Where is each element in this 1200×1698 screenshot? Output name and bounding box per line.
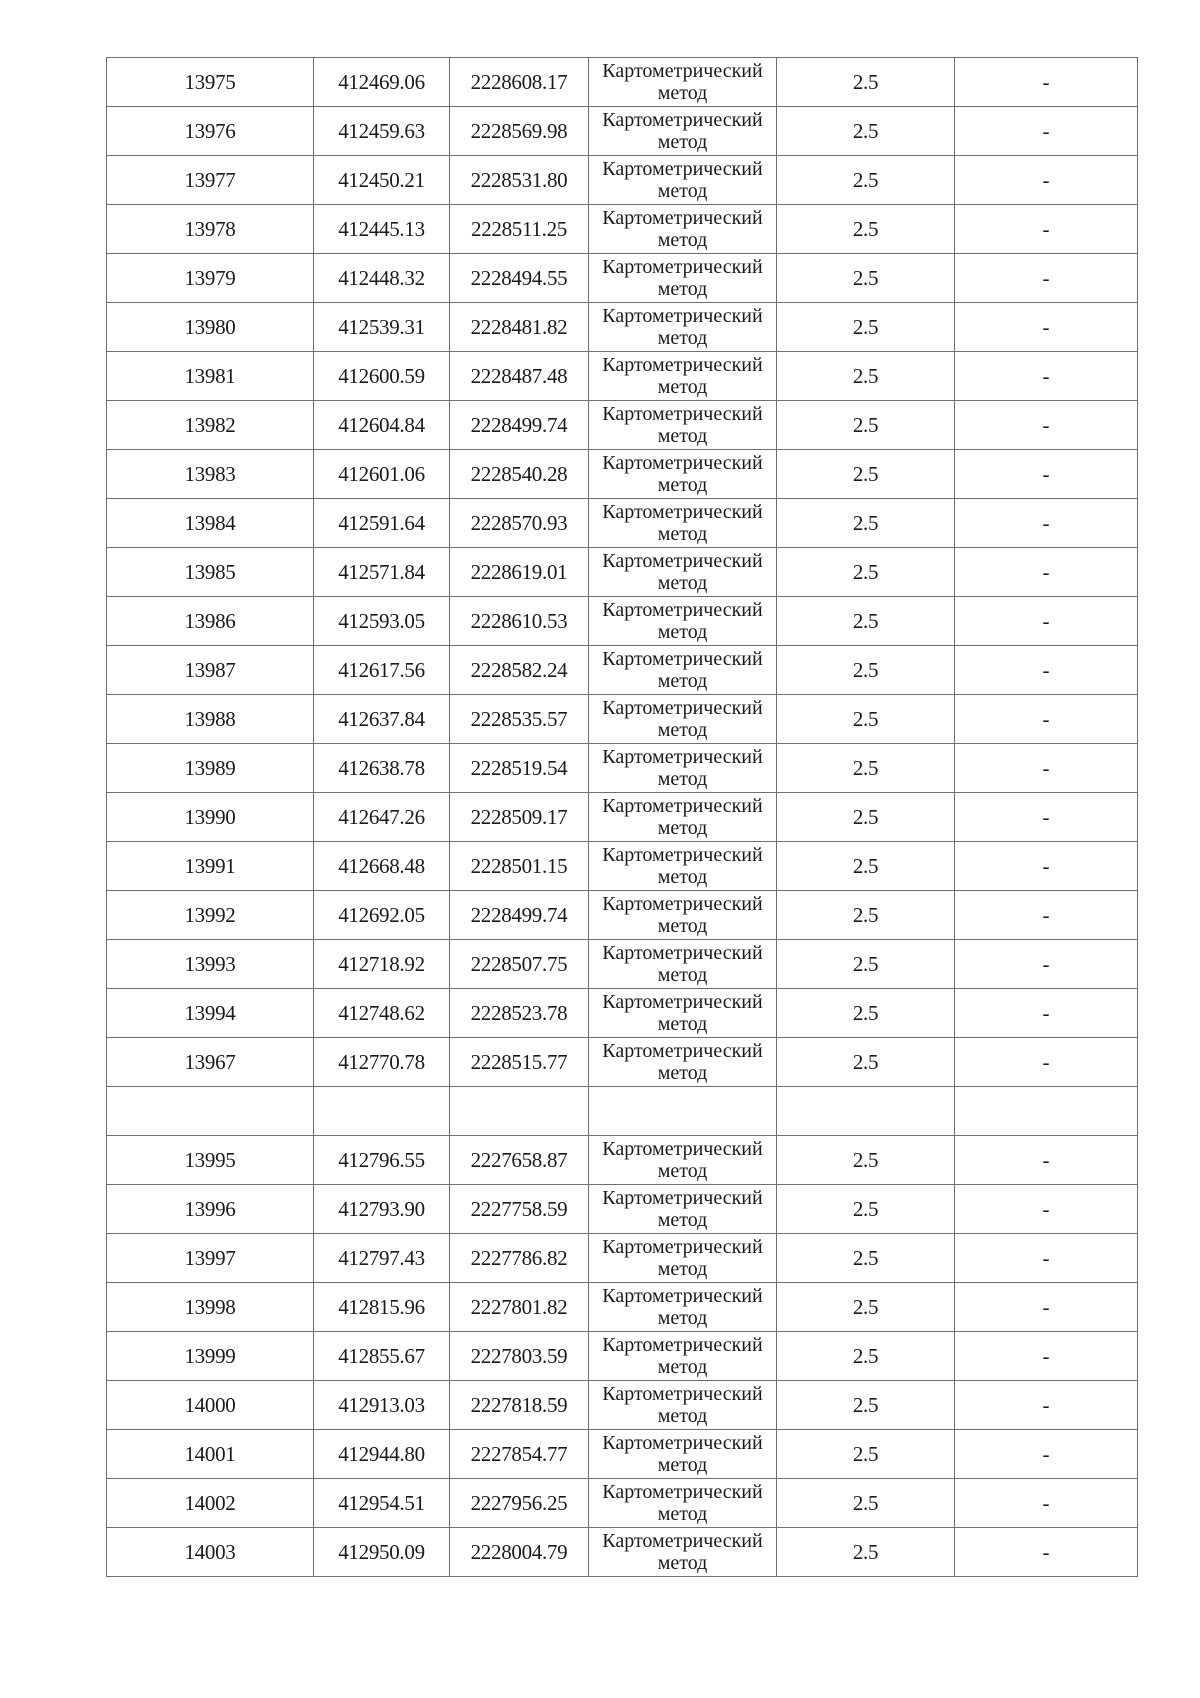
method-cell: Картометрический метод [589,205,777,254]
note-cell: - [955,1234,1138,1283]
x-coordinate-cell: 412718.92 [314,940,450,989]
method-cell: Картометрический метод [589,58,777,107]
note-cell: - [955,499,1138,548]
table-row [107,744,1138,793]
table-row [107,940,1138,989]
accuracy-cell: 2.5 [777,793,955,842]
method-cell: Картометрический метод [589,695,777,744]
method-cell: Картометрический метод [589,401,777,450]
note-cell: - [955,842,1138,891]
note-cell: - [955,352,1138,401]
accuracy-cell: 2.5 [777,1283,955,1332]
note-cell: - [955,891,1138,940]
note-cell: - [955,1185,1138,1234]
point-number-cell: 13987 [107,646,314,695]
accuracy-cell: 2.5 [777,58,955,107]
accuracy-cell: 2.5 [777,548,955,597]
x-coordinate-cell: 412571.84 [314,548,450,597]
point-number-cell: 13977 [107,156,314,205]
table-row [107,646,1138,695]
x-coordinate-cell: 412601.06 [314,450,450,499]
point-number-cell: 13990 [107,793,314,842]
accuracy-cell: 2.5 [777,1332,955,1381]
point-number-cell: 13992 [107,891,314,940]
note-cell [955,1087,1138,1136]
point-number-cell: 14001 [107,1430,314,1479]
y-coordinate-cell: 2228535.57 [450,695,589,744]
point-number-cell: 13996 [107,1185,314,1234]
y-coordinate-cell: 2227803.59 [450,1332,589,1381]
method-cell: Картометрический метод [589,989,777,1038]
table-row [107,1136,1138,1185]
note-cell: - [955,401,1138,450]
y-coordinate-cell: 2228519.54 [450,744,589,793]
note-cell: - [955,646,1138,695]
table-row [107,303,1138,352]
method-cell: Картометрический метод [589,744,777,793]
x-coordinate-cell: 412591.64 [314,499,450,548]
accuracy-cell: 2.5 [777,1528,955,1577]
accuracy-cell: 2.5 [777,1479,955,1528]
point-number-cell: 13978 [107,205,314,254]
point-number-cell: 13989 [107,744,314,793]
x-coordinate-cell: 412637.84 [314,695,450,744]
accuracy-cell: 2.5 [777,499,955,548]
point-number-cell: 13979 [107,254,314,303]
method-cell: Картометрический метод [589,1283,777,1332]
point-number-cell: 13984 [107,499,314,548]
x-coordinate-cell: 412445.13 [314,205,450,254]
table-row [107,989,1138,1038]
table-row [107,1381,1138,1430]
point-number-cell: 13997 [107,1234,314,1283]
note-cell: - [955,156,1138,205]
note-cell: - [955,303,1138,352]
note-cell: - [955,1430,1138,1479]
x-coordinate-cell: 412600.59 [314,352,450,401]
y-coordinate-cell: 2227758.59 [450,1185,589,1234]
note-cell: - [955,1283,1138,1332]
coordinates-table-body [107,58,1138,1577]
table-row [107,107,1138,156]
table-row [107,1528,1138,1577]
note-cell: - [955,744,1138,793]
y-coordinate-cell: 2228570.93 [450,499,589,548]
x-coordinate-cell: 412692.05 [314,891,450,940]
point-number-cell: 13991 [107,842,314,891]
x-coordinate-cell: 412638.78 [314,744,450,793]
table-row [107,548,1138,597]
note-cell: - [955,793,1138,842]
accuracy-cell: 2.5 [777,744,955,793]
y-coordinate-cell: 2228507.75 [450,940,589,989]
method-cell: Картометрический метод [589,891,777,940]
x-coordinate-cell: 412797.43 [314,1234,450,1283]
accuracy-cell: 2.5 [777,1185,955,1234]
method-cell: Картометрический метод [589,597,777,646]
table-row [107,695,1138,744]
x-coordinate-cell: 412450.21 [314,156,450,205]
point-number-cell: 13993 [107,940,314,989]
x-coordinate-cell: 412950.09 [314,1528,450,1577]
point-number-cell: 13994 [107,989,314,1038]
table-row [107,58,1138,107]
x-coordinate-cell: 412770.78 [314,1038,450,1087]
note-cell: - [955,597,1138,646]
x-coordinate-cell: 412647.26 [314,793,450,842]
accuracy-cell: 2.5 [777,401,955,450]
point-number-cell: 14002 [107,1479,314,1528]
note-cell: - [955,450,1138,499]
y-coordinate-cell: 2228481.82 [450,303,589,352]
method-cell: Картометрический метод [589,1038,777,1087]
method-cell: Картометрический метод [589,156,777,205]
y-coordinate-cell: 2228494.55 [450,254,589,303]
accuracy-cell: 2.5 [777,891,955,940]
note-cell: - [955,989,1138,1038]
accuracy-cell: 2.5 [777,1430,955,1479]
table-row [107,499,1138,548]
table-row [107,1332,1138,1381]
y-coordinate-cell [450,1087,589,1136]
note-cell: - [955,1038,1138,1087]
note-cell: - [955,58,1138,107]
x-coordinate-cell: 412448.32 [314,254,450,303]
accuracy-cell: 2.5 [777,1234,955,1283]
y-coordinate-cell: 2227956.25 [450,1479,589,1528]
y-coordinate-cell: 2228487.48 [450,352,589,401]
x-coordinate-cell: 412668.48 [314,842,450,891]
accuracy-cell: 2.5 [777,1136,955,1185]
point-number-cell: 13998 [107,1283,314,1332]
table-row [107,254,1138,303]
x-coordinate-cell: 412793.90 [314,1185,450,1234]
accuracy-cell [777,1087,955,1136]
method-cell: Картометрический метод [589,842,777,891]
method-cell: Картометрический метод [589,352,777,401]
note-cell: - [955,695,1138,744]
y-coordinate-cell: 2227818.59 [450,1381,589,1430]
point-number-cell: 13986 [107,597,314,646]
note-cell: - [955,1528,1138,1577]
accuracy-cell: 2.5 [777,646,955,695]
method-cell: Картометрический метод [589,1234,777,1283]
x-coordinate-cell [314,1087,450,1136]
y-coordinate-cell: 2228608.17 [450,58,589,107]
note-cell: - [955,1332,1138,1381]
accuracy-cell: 2.5 [777,254,955,303]
point-number-cell: 13988 [107,695,314,744]
method-cell [589,1087,777,1136]
y-coordinate-cell: 2228540.28 [450,450,589,499]
method-cell: Картометрический метод [589,450,777,499]
accuracy-cell: 2.5 [777,352,955,401]
method-cell: Картометрический метод [589,1479,777,1528]
accuracy-cell: 2.5 [777,1038,955,1087]
y-coordinate-cell: 2227786.82 [450,1234,589,1283]
y-coordinate-cell: 2228569.98 [450,107,589,156]
note-cell: - [955,1479,1138,1528]
method-cell: Картометрический метод [589,1381,777,1430]
note-cell: - [955,1381,1138,1430]
x-coordinate-cell: 412604.84 [314,401,450,450]
point-number-cell: 13985 [107,548,314,597]
method-cell: Картометрический метод [589,1185,777,1234]
accuracy-cell: 2.5 [777,940,955,989]
method-cell: Картометрический метод [589,548,777,597]
point-number-cell: 13975 [107,58,314,107]
method-cell: Картометрический метод [589,254,777,303]
table-row [107,597,1138,646]
x-coordinate-cell: 412469.06 [314,58,450,107]
x-coordinate-cell: 412913.03 [314,1381,450,1430]
point-number-cell: 14000 [107,1381,314,1430]
accuracy-cell: 2.5 [777,597,955,646]
y-coordinate-cell: 2228499.74 [450,891,589,940]
accuracy-cell: 2.5 [777,303,955,352]
y-coordinate-cell: 2228619.01 [450,548,589,597]
note-cell: - [955,1136,1138,1185]
point-number-cell: 13995 [107,1136,314,1185]
method-cell: Картометрический метод [589,107,777,156]
note-cell: - [955,205,1138,254]
point-number-cell: 13967 [107,1038,314,1087]
accuracy-cell: 2.5 [777,205,955,254]
method-cell: Картометрический метод [589,1430,777,1479]
x-coordinate-cell: 412593.05 [314,597,450,646]
point-number-cell: 13981 [107,352,314,401]
y-coordinate-cell: 2228515.77 [450,1038,589,1087]
accuracy-cell: 2.5 [777,450,955,499]
y-coordinate-cell: 2228610.53 [450,597,589,646]
y-coordinate-cell: 2228004.79 [450,1528,589,1577]
table-row [107,1283,1138,1332]
method-cell: Картометрический метод [589,499,777,548]
method-cell: Картометрический метод [589,1528,777,1577]
method-cell: Картометрический метод [589,1332,777,1381]
x-coordinate-cell: 412539.31 [314,303,450,352]
y-coordinate-cell: 2227801.82 [450,1283,589,1332]
y-coordinate-cell: 2228501.15 [450,842,589,891]
method-cell: Картометрический метод [589,793,777,842]
point-number-cell: 13999 [107,1332,314,1381]
table-row [107,842,1138,891]
table-row [107,205,1138,254]
table-row [107,450,1138,499]
method-cell: Картометрический метод [589,940,777,989]
y-coordinate-cell: 2228511.25 [450,205,589,254]
point-number-cell: 13980 [107,303,314,352]
method-cell: Картометрический метод [589,1136,777,1185]
y-coordinate-cell: 2228523.78 [450,989,589,1038]
accuracy-cell: 2.5 [777,107,955,156]
point-number-cell: 14003 [107,1528,314,1577]
x-coordinate-cell: 412855.67 [314,1332,450,1381]
method-cell: Картометрический метод [589,303,777,352]
accuracy-cell: 2.5 [777,695,955,744]
accuracy-cell: 2.5 [777,156,955,205]
table-row [107,1038,1138,1087]
y-coordinate-cell: 2227854.77 [450,1430,589,1479]
note-cell: - [955,254,1138,303]
table-row [107,891,1138,940]
y-coordinate-cell: 2228509.17 [450,793,589,842]
x-coordinate-cell: 412944.80 [314,1430,450,1479]
accuracy-cell: 2.5 [777,989,955,1038]
table-row [107,1234,1138,1283]
point-number-cell: 13983 [107,450,314,499]
accuracy-cell: 2.5 [777,1381,955,1430]
table-row [107,1479,1138,1528]
table-row [107,793,1138,842]
table-row [107,1087,1138,1136]
coordinates-table [106,57,1138,1577]
y-coordinate-cell: 2228531.80 [450,156,589,205]
x-coordinate-cell: 412459.63 [314,107,450,156]
x-coordinate-cell: 412748.62 [314,989,450,1038]
note-cell: - [955,940,1138,989]
point-number-cell [107,1087,314,1136]
table-row [107,352,1138,401]
table-row [107,1430,1138,1479]
table-row [107,401,1138,450]
point-number-cell: 13976 [107,107,314,156]
point-number-cell: 13982 [107,401,314,450]
accuracy-cell: 2.5 [777,842,955,891]
x-coordinate-cell: 412954.51 [314,1479,450,1528]
note-cell: - [955,548,1138,597]
x-coordinate-cell: 412796.55 [314,1136,450,1185]
x-coordinate-cell: 412617.56 [314,646,450,695]
y-coordinate-cell: 2228499.74 [450,401,589,450]
y-coordinate-cell: 2228582.24 [450,646,589,695]
table-row [107,156,1138,205]
method-cell: Картометрический метод [589,646,777,695]
y-coordinate-cell: 2227658.87 [450,1136,589,1185]
table-row [107,1185,1138,1234]
x-coordinate-cell: 412815.96 [314,1283,450,1332]
note-cell: - [955,107,1138,156]
